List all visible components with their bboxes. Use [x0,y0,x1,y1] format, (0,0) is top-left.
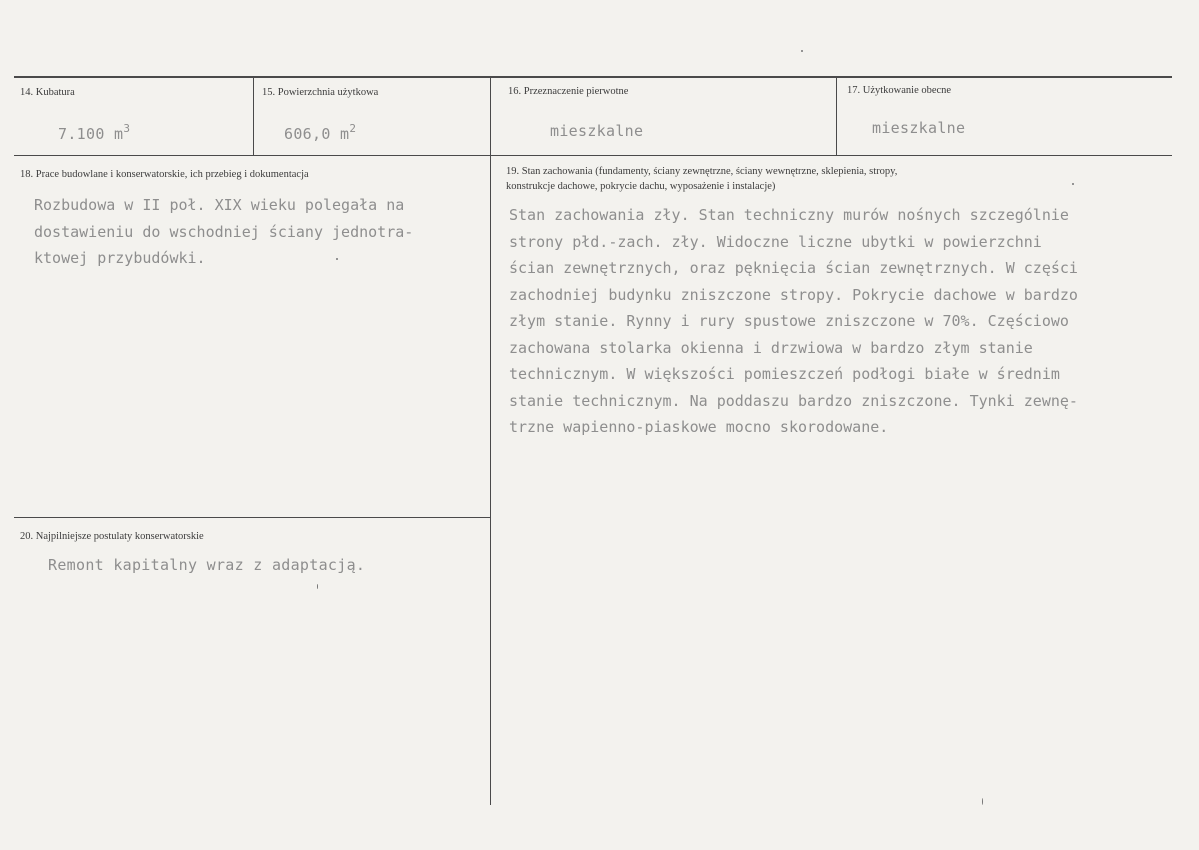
field-19-line: ścian zewnętrznych, oraz pęknięcia ścian zewnętrznych. W części [509,259,1078,277]
paper-speck [801,50,803,52]
field-19-line: Stan zachowania zły. Stan techniczny murów nośnych szczególnie [509,206,1069,224]
field-16-label: 16. Przeznaczenie pierwotne [508,86,629,97]
paper-speck [336,258,338,260]
field-20-value: Remont kapitalny wraz z adaptacją. [48,556,366,574]
field-19-line: technicznym. W większości pomieszczeń podłogi białe w średnim [509,365,1060,383]
field-14-label: 14. Kubatura [20,87,75,98]
field-19-line: stanie technicznym. Na poddaszu bardzo zniszczone. Tynki zewnę- [509,391,1078,410]
field-14-exponent: 3 [123,122,131,135]
paper-speck [982,798,983,805]
field-19-label-line-1: 19. Stan zachowania (fundamenty, ściany zewnętrzne, ściany wewnętrzne, sklepienia, stropy, [506,166,898,177]
field-19-line: zachodniej budynku zniszczone stropy. Pokrycie dachowe w bardzo [509,285,1078,304]
field-19-line: strony płd.-zach. zły. Widoczne liczne ubytki w powierzchni [509,232,1042,251]
field-15-value [284,122,356,143]
field-19-line: zachowana stolarka okienna i drzwiowa w bardzo złym stanie [509,338,1033,357]
field-18-text [34,192,413,272]
field-18-line: Rozbudowa w II poł. XIX wieku polegała na [34,196,405,214]
field-14-value [58,122,130,143]
field-19-line: złym stanie. Rynny i rury spustowe zniszczone w 70%. Częściowo [509,312,1069,330]
col-divider-2 [490,78,491,805]
field-15-number: 606,0 m [284,125,350,143]
field-20-label: 20. Najpilniejsze postulaty konserwatorskie [20,531,204,542]
paper-speck [317,584,318,589]
field-17-value: mieszkalne [872,119,966,137]
paper-speck [1072,183,1074,185]
field-18-label: 18. Prace budowlane i konserwatorskie, ich przebieg i dokumentacja [20,169,309,180]
field-15-label: 15. Powierzchnia użytkowa [262,87,379,98]
field-19-line: trzne wapienno-piaskowe mocno skorodowane. [509,418,889,436]
row-rule [14,155,1172,156]
top-rule [14,76,1172,78]
field-19-text [509,202,1078,441]
col-divider-1 [253,78,254,155]
field-18-line: dostawieniu do wschodniej ściany jednotra- [34,222,414,241]
col-divider-3 [836,78,837,155]
field-18-line: ktowej przybudówki. [34,249,206,267]
field-19-label-line-2: konstrukcje dachowe, pokrycie dachu, wyposażenie i instalacje) [506,181,776,192]
field-16-value: mieszkalne [550,122,644,140]
field-14-number: 7.100 m [58,125,124,143]
field-15-exponent: 2 [349,122,357,135]
field-17-label: 17. Użytkowanie obecne [847,85,952,96]
left-section-rule [14,517,490,518]
